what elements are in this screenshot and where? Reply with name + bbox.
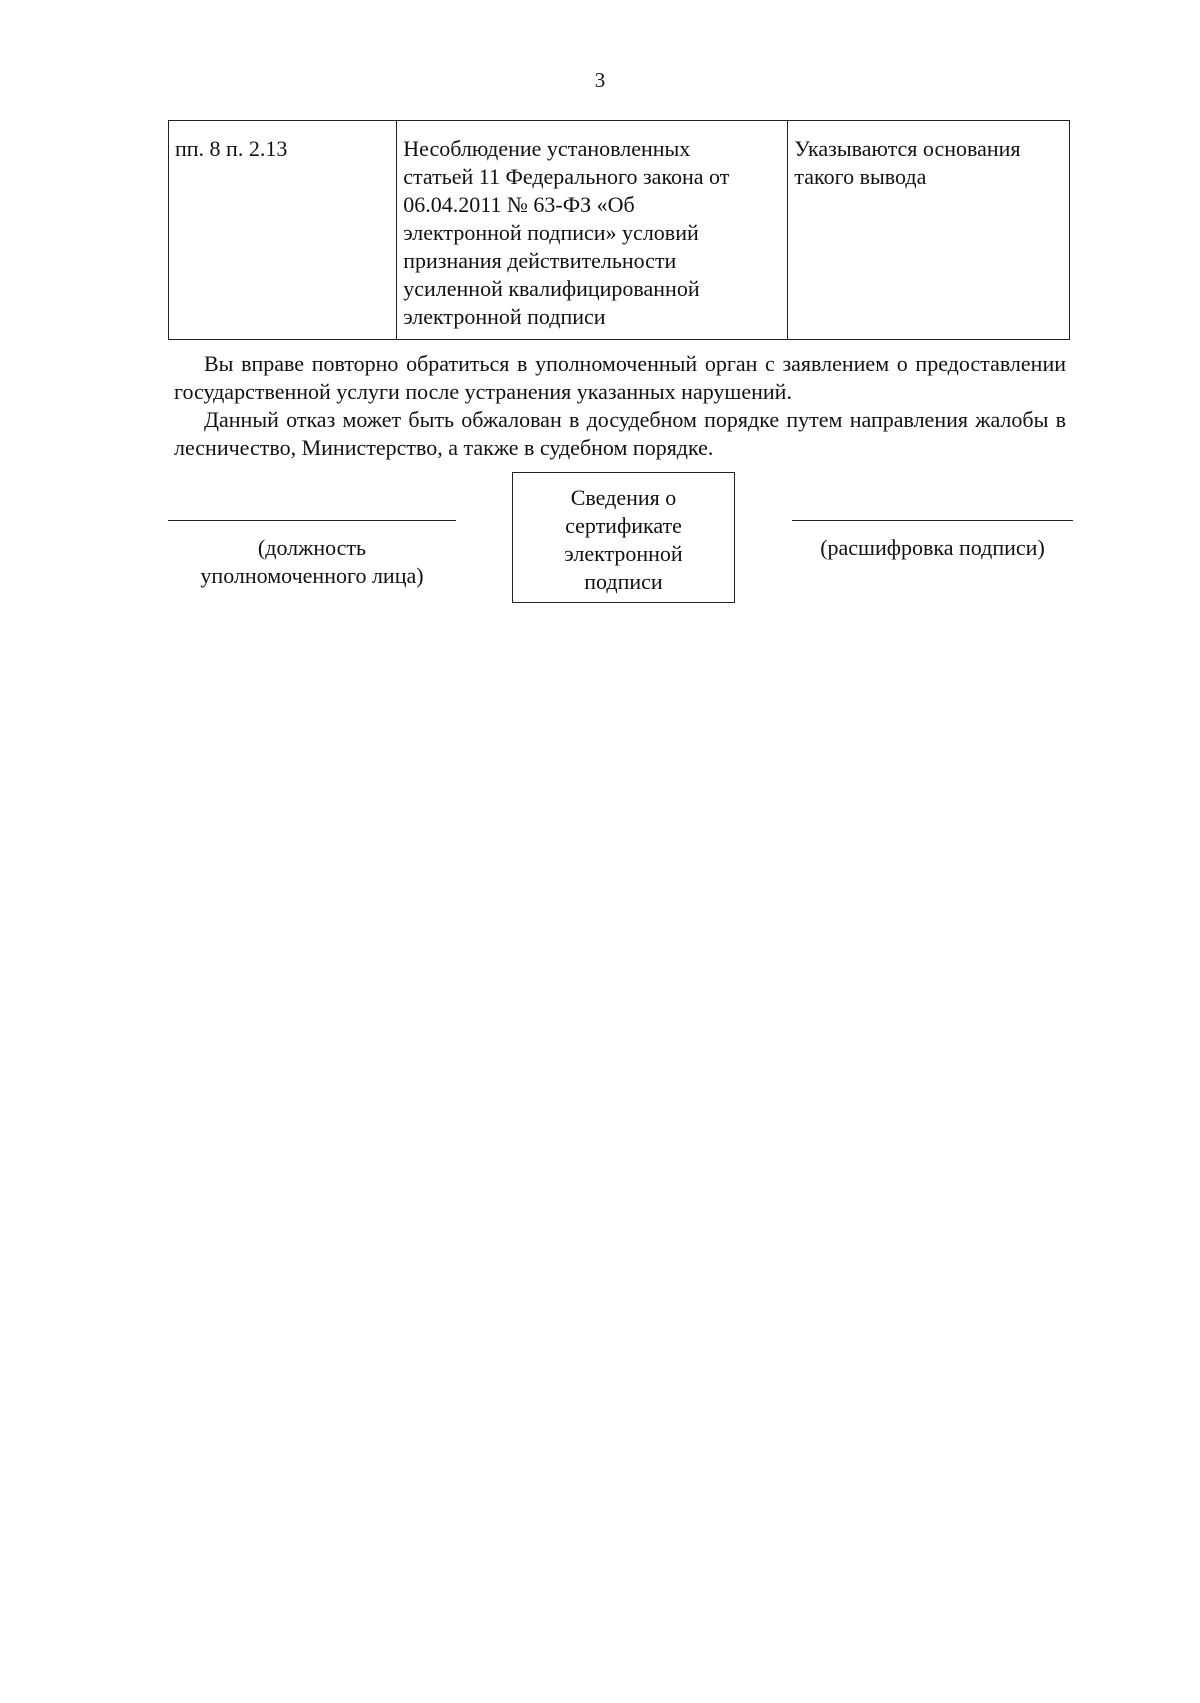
certificate-line: подписи (584, 569, 663, 594)
appeal-paragraph: Данный отказ может быть обжалован в досудебном порядке путем направления жалобы в лесничество, Министерство, а также в судебном порядке. (174, 407, 1066, 460)
point-reference: пп. 8 п. 2.13 (175, 136, 288, 161)
decryption-signature-line (792, 520, 1073, 521)
table-cell-point (169, 121, 397, 340)
certificate-line: электронной (564, 541, 683, 566)
reason-line: усиленной квалифицированной (403, 276, 700, 301)
note-line: Указываются основания (794, 136, 1021, 161)
decryption-caption: (расшифровка подписи) (820, 535, 1045, 560)
table-cell-note (788, 121, 1070, 340)
position-caption-line: (должность (257, 535, 367, 560)
certificate-line: Сведения о (570, 485, 677, 510)
position-signature-line (168, 520, 456, 521)
table-row (169, 121, 1070, 340)
note-line: такого вывода (794, 164, 927, 189)
reason-line: электронной подписи (403, 304, 606, 329)
reapply-paragraph: Вы вправе повторно обратиться в уполномоченный орган с заявлением о предоставлении государственной услуги после устранения указанных нарушений. (174, 351, 1066, 404)
refusal-grounds-table (168, 120, 1070, 340)
certificate-line: сертификате (565, 513, 682, 538)
table-cell-reason (397, 121, 788, 340)
position-caption (168, 534, 456, 590)
reason-line: Несоблюдение установленных (403, 136, 691, 161)
reason-line: признания действительности (403, 248, 677, 273)
reason-line: статьей 11 Федерального закона от (403, 164, 730, 189)
reason-line: 06.04.2011 № 63-ФЗ «Об (403, 192, 635, 217)
page-number: 3 (594, 68, 606, 92)
position-caption-line: уполномоченного лица) (200, 563, 424, 588)
reason-line: электронной подписи» условий (403, 220, 699, 245)
certificate-info-box (512, 472, 735, 603)
